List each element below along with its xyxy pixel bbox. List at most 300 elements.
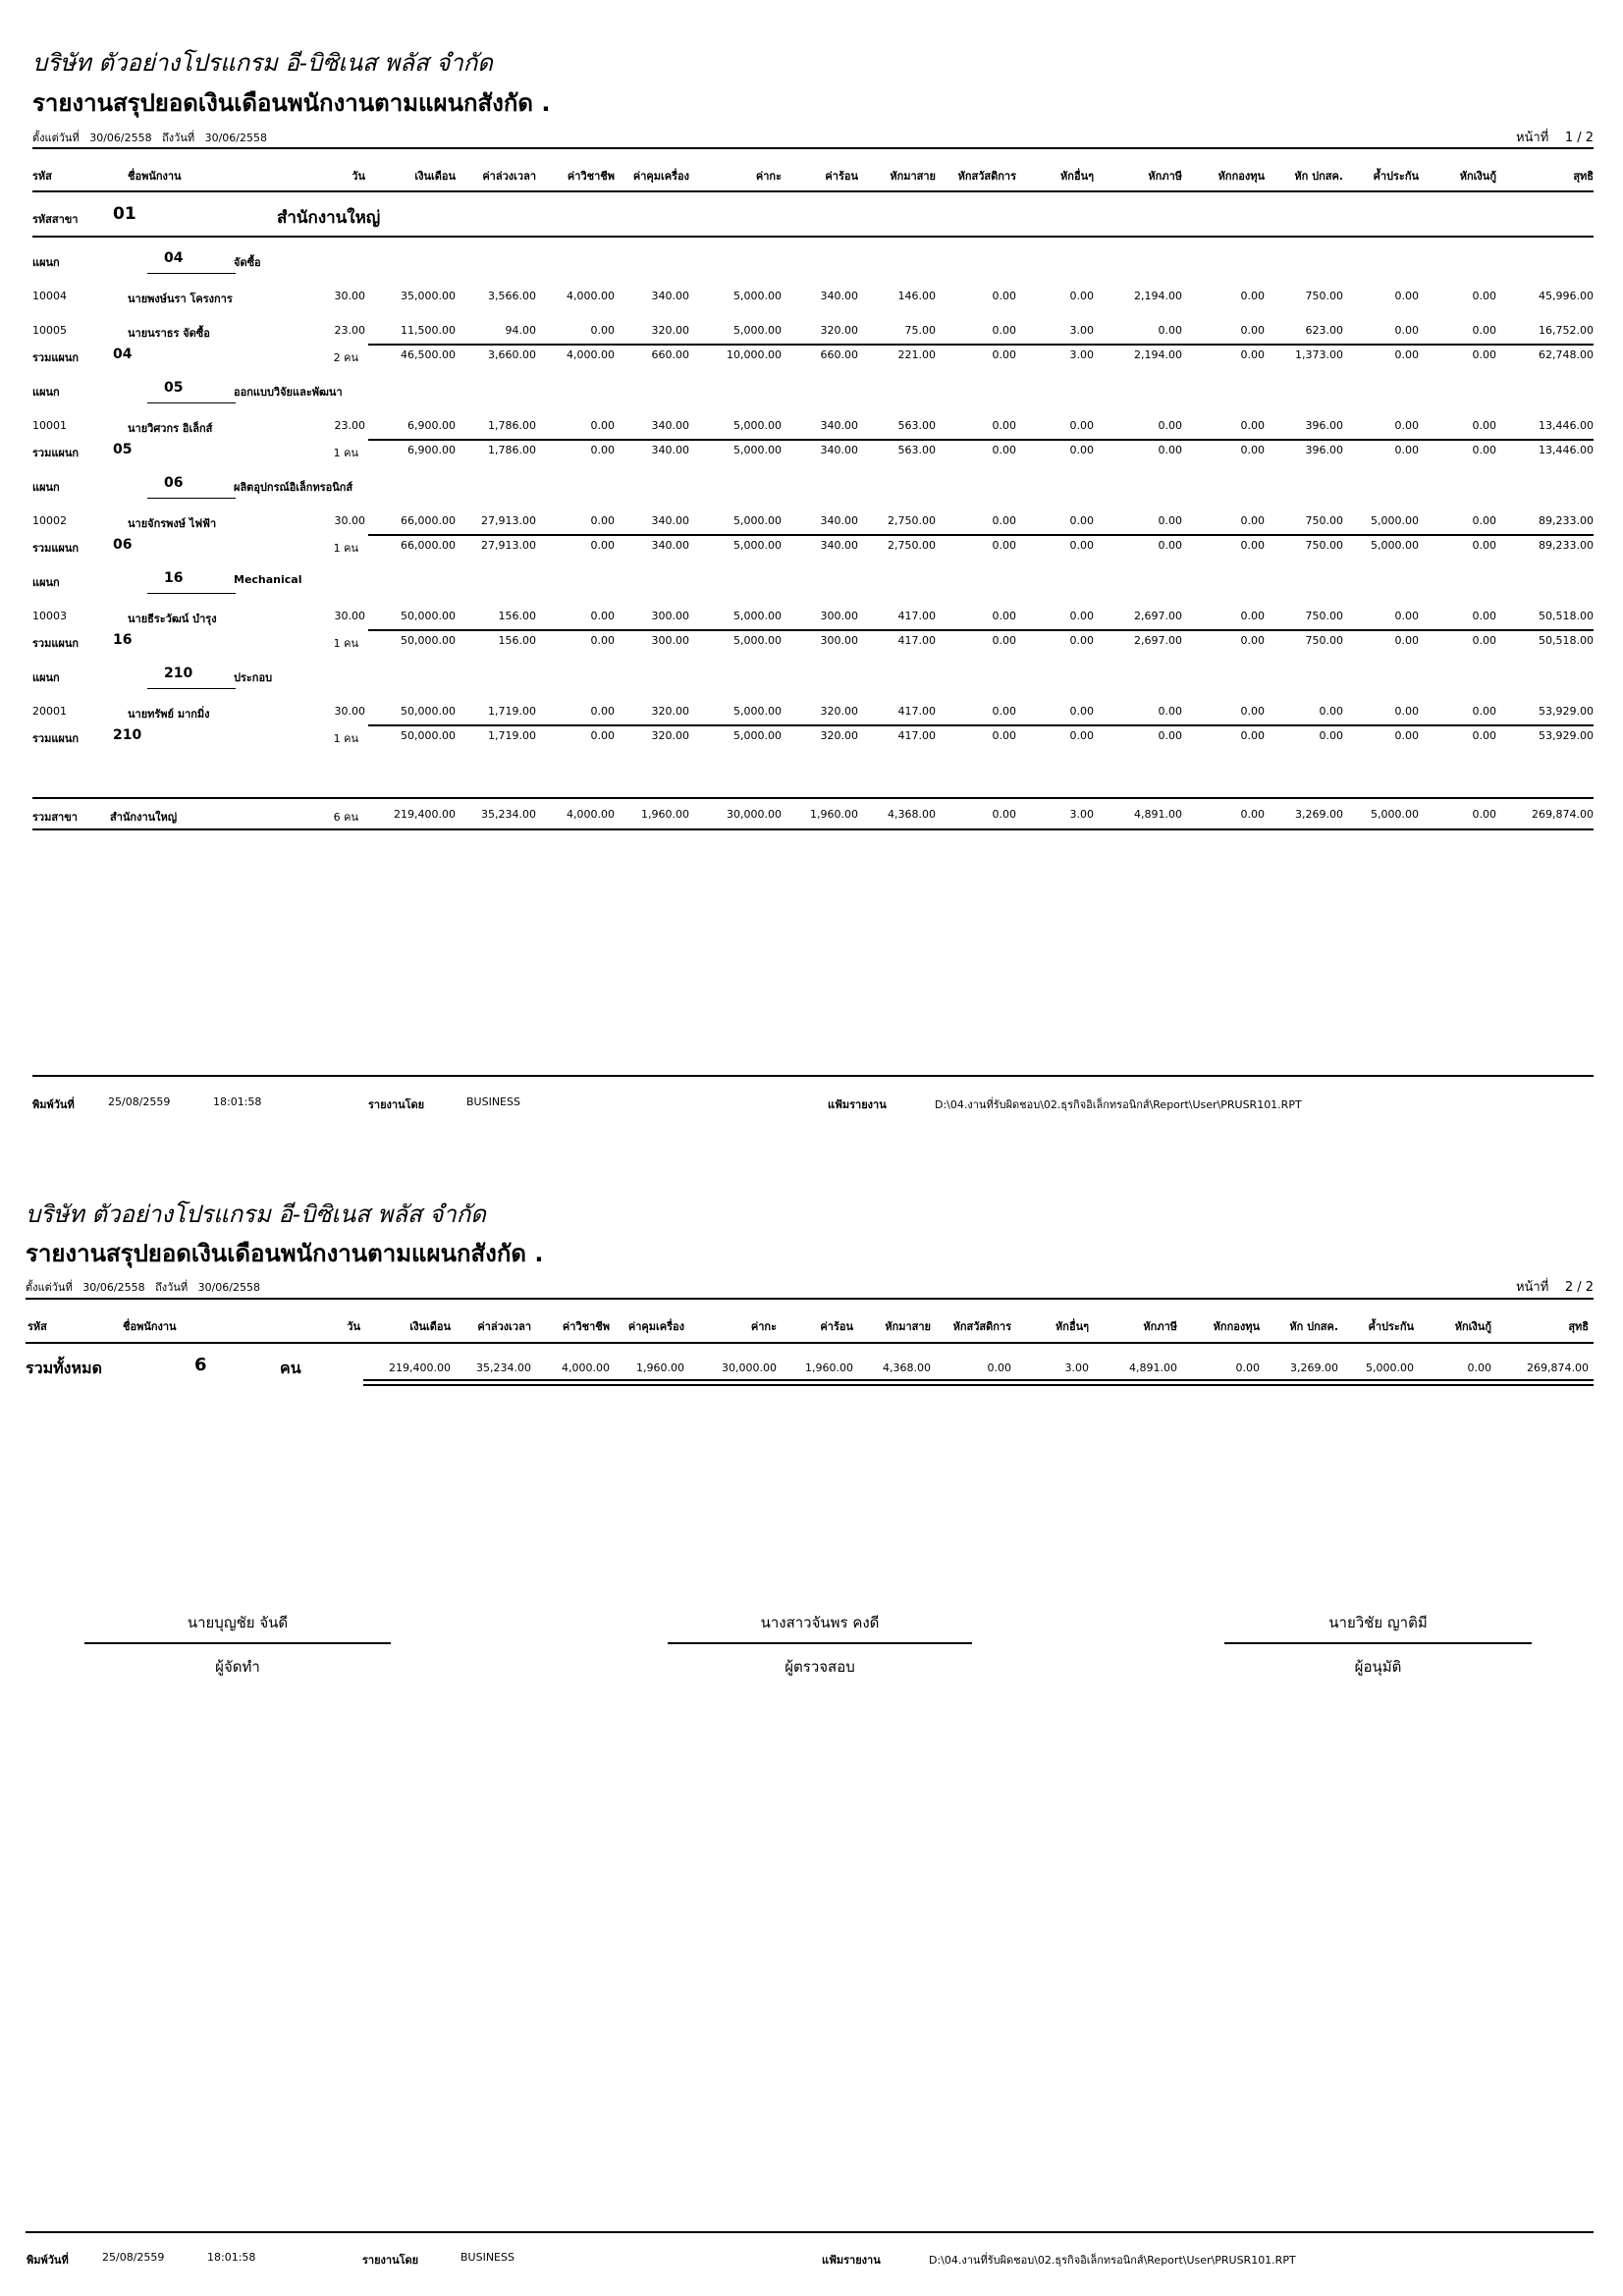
column-header-0: รหัส (27, 1320, 47, 1333)
branch-total-cell-14: 269,874.00 (1532, 808, 1594, 821)
employee-cell-1: 50,000.00 (401, 610, 456, 622)
grand-total-unit: คน (280, 1359, 301, 1377)
dept-total-cell-1: 1,786.00 (488, 444, 536, 456)
column-header-15: ค้ำประกัน (1373, 170, 1419, 183)
dept-total-cell-12: 5,000.00 (1371, 539, 1419, 552)
signature-name: นางสาวจันพร คงดี (760, 1614, 880, 1631)
employee-cell-13: 0.00 (1394, 610, 1419, 622)
grand-total-rule-1 (363, 1379, 1594, 1381)
employee-cell-8: 0.00 (992, 419, 1016, 432)
dept-total-cell-9: 2,697.00 (1134, 634, 1182, 647)
employee-cell-8: 0.00 (992, 514, 1016, 527)
employee-cell-5: 5,000.00 (733, 324, 782, 337)
print-date-label: พิมพ์วันที่ (32, 1098, 75, 1111)
dept-total-label: รวมแผนก (32, 351, 80, 364)
dept-total-cell-3: 340.00 (651, 539, 689, 552)
dept-total-cell-7: 0.00 (992, 444, 1016, 456)
employee-cell-9: 0.00 (1069, 419, 1094, 432)
column-header-17: สุทธิ (1573, 170, 1594, 183)
dept-label: แผนก (32, 386, 60, 399)
employee-cell-15: 50,518.00 (1539, 610, 1594, 622)
dept-total-count: 1 คน (333, 447, 358, 459)
dept-total-cell-9: 0.00 (1158, 444, 1182, 456)
branch-rule (32, 236, 1594, 238)
employee-cell-7: 417.00 (897, 705, 936, 718)
dept-total-cell-8: 0.00 (1069, 539, 1094, 552)
column-header-11: หักอื่นๆ (1060, 170, 1094, 183)
employee-cell-11: 0.00 (1240, 324, 1265, 337)
branch-total-cell-2: 4,000.00 (567, 808, 615, 821)
employee-cell-14: 0.00 (1472, 290, 1496, 302)
employee-cell-1: 35,000.00 (401, 290, 456, 302)
employee-cell-12: 396.00 (1305, 419, 1343, 432)
grand-total-cell-8: 3.00 (1064, 1362, 1089, 1374)
branch-total-cell-8: 3.00 (1069, 808, 1094, 821)
employee-cell-7: 417.00 (897, 610, 936, 622)
employee-cell-0: 30.00 (334, 705, 365, 718)
dept-total-cell-9: 0.00 (1158, 539, 1182, 552)
dept-total-cell-2: 0.00 (590, 634, 615, 647)
grand-total-cell-10: 0.00 (1235, 1362, 1260, 1374)
grand-total-cell-9: 4,891.00 (1129, 1362, 1177, 1374)
employee-cell-4: 320.00 (651, 705, 689, 718)
grand-total-cell-4: 30,000.00 (722, 1362, 777, 1374)
grand-total-label: รวมทั้งหมด (26, 1359, 102, 1377)
dept-code-underline (147, 273, 236, 274)
dept-total-cell-10: 0.00 (1240, 444, 1265, 456)
dept-total-cell-4: 5,000.00 (733, 729, 782, 742)
dept-total-count: 1 คน (333, 637, 358, 650)
date-to: 30/06/2558 (204, 132, 267, 144)
dept-total-label: รวมแผนก (32, 542, 80, 555)
dept-total-cell-1: 27,913.00 (481, 539, 536, 552)
footer-rule-p2 (26, 2231, 1594, 2233)
grand-total-cell-14: 269,874.00 (1527, 1362, 1589, 1374)
header-top-rule-p2 (26, 1298, 1594, 1300)
column-header-2: วัน (347, 1320, 360, 1333)
dept-total-cell-14: 50,518.00 (1539, 634, 1594, 647)
column-header-16: หักเงินกู้ (1454, 1320, 1491, 1333)
column-header-12: หักภาษี (1143, 1320, 1177, 1333)
employee-id: 10003 (32, 610, 67, 622)
print-date-label: พิมพ์วันที่ (27, 2254, 69, 2267)
column-header-7: ค่ากะ (755, 170, 782, 183)
dept-total-cell-11: 1,373.00 (1295, 348, 1343, 361)
employee-cell-5: 5,000.00 (733, 610, 782, 622)
signature-line (1224, 1642, 1532, 1644)
employee-cell-14: 0.00 (1472, 419, 1496, 432)
dept-code: 05 (164, 380, 184, 396)
date-range (32, 129, 267, 146)
column-header-9: หักมาสาย (890, 170, 936, 183)
dept-total-cell-0: 66,000.00 (401, 539, 456, 552)
column-header-2: วัน (352, 170, 365, 183)
employee-cell-9: 0.00 (1069, 290, 1094, 302)
dept-total-cell-4: 5,000.00 (733, 539, 782, 552)
dept-total-count: 1 คน (333, 732, 358, 745)
date-to-label: ถึงวันที่ (162, 132, 195, 144)
branch-total-cell-4: 30,000.00 (727, 808, 782, 821)
employee-cell-8: 0.00 (992, 705, 1016, 718)
report-page-1 (0, 0, 1623, 1129)
page-value: 2 / 2 (1564, 1280, 1594, 1295)
employee-cell-9: 0.00 (1069, 514, 1094, 527)
grand-total-cell-12: 5,000.00 (1366, 1362, 1414, 1374)
dept-total-cell-3: 340.00 (651, 444, 689, 456)
page-number-p2 (1516, 1276, 1594, 1297)
dept-total-cell-13: 0.00 (1472, 539, 1496, 552)
grand-total-cell-0: 219,400.00 (389, 1362, 451, 1374)
employee-cell-8: 0.00 (992, 290, 1016, 302)
print-date: 25/08/2559 (102, 2251, 165, 2264)
branch-total-cell-13: 0.00 (1472, 808, 1496, 821)
employee-id: 10005 (32, 324, 67, 337)
dept-total-code: 05 (113, 442, 133, 457)
dept-total-cell-6: 417.00 (897, 729, 936, 742)
employee-cell-8: 0.00 (992, 610, 1016, 622)
dept-total-cell-10: 0.00 (1240, 539, 1265, 552)
branch-name: สำนักงานใหญ่ (277, 208, 381, 228)
dept-total-cell-5: 660.00 (820, 348, 858, 361)
employee-cell-9: 0.00 (1069, 610, 1094, 622)
dept-total-cell-5: 300.00 (820, 634, 858, 647)
employee-cell-4: 300.00 (651, 610, 689, 622)
dept-total-cell-4: 5,000.00 (733, 444, 782, 456)
branch-total-count: 6 คน (333, 811, 358, 824)
branch-label: รหัสสาขา (32, 213, 79, 226)
employee-cell-1: 11,500.00 (401, 324, 456, 337)
column-header-14: หัก ปกสค. (1294, 170, 1343, 183)
employee-cell-8: 0.00 (992, 324, 1016, 337)
dept-total-cell-8: 0.00 (1069, 444, 1094, 456)
column-header-12: หักภาษี (1148, 170, 1182, 183)
dept-total-cell-4: 10,000.00 (727, 348, 782, 361)
employee-cell-3: 0.00 (590, 705, 615, 718)
dept-total-cell-14: 13,446.00 (1539, 444, 1594, 456)
header-top-rule (32, 147, 1594, 149)
date-to-label: ถึงวันที่ (155, 1281, 189, 1294)
grand-total-cell-6: 4,368.00 (883, 1362, 931, 1374)
employee-cell-3: 0.00 (590, 610, 615, 622)
employee-cell-11: 0.00 (1240, 419, 1265, 432)
dept-total-cell-12: 0.00 (1394, 634, 1419, 647)
employee-cell-6: 340.00 (820, 290, 858, 302)
employee-cell-10: 2,697.00 (1134, 610, 1182, 622)
page-label: หน้าที่ (1515, 1280, 1549, 1295)
employee-name: นายจักรพงษ์ ไฟฟ้า (128, 517, 217, 530)
employee-cell-4: 320.00 (651, 324, 689, 337)
dept-total-cell-2: 0.00 (590, 729, 615, 742)
report-title: รายงานสรุปยอดเงินเดือนพนักงานตามแผนกสังกัด . (32, 89, 551, 117)
dept-total-cell-8: 0.00 (1069, 634, 1094, 647)
report-file-path: D:\04.งานที่รับผิดชอบ\02.ธุรกิจอิเล็กทรอนิกส์\Report\User\PRUSR101.RPT (935, 1098, 1302, 1111)
dept-name: จัดซื้อ (234, 256, 261, 269)
employee-cell-0: 30.00 (334, 290, 365, 302)
column-header-13: หักกองทุน (1213, 1320, 1260, 1333)
employee-cell-2: 27,913.00 (481, 514, 536, 527)
employee-cell-3: 4,000.00 (567, 290, 615, 302)
page-label: หน้าที่ (1515, 131, 1549, 145)
employee-id: 10004 (32, 290, 67, 302)
dept-total-label: รวมแผนก (32, 732, 80, 745)
dept-total-cell-6: 563.00 (897, 444, 936, 456)
employee-cell-13: 0.00 (1394, 324, 1419, 337)
employee-cell-6: 320.00 (820, 705, 858, 718)
grand-total-cell-7: 0.00 (987, 1362, 1011, 1374)
employee-name: นายวิศวกร อิเล็กส์ (128, 422, 213, 435)
dept-total-cell-3: 300.00 (651, 634, 689, 647)
employee-name: นายพงษ์นรา โครงการ (128, 293, 233, 305)
column-header-13: หักกองทุน (1217, 170, 1265, 183)
employee-cell-13: 5,000.00 (1371, 514, 1419, 527)
branch-code: 01 (113, 204, 136, 224)
employee-cell-7: 2,750.00 (888, 514, 936, 527)
employee-cell-1: 66,000.00 (401, 514, 456, 527)
employee-cell-12: 623.00 (1305, 324, 1343, 337)
dept-total-cell-6: 2,750.00 (888, 539, 936, 552)
employee-cell-4: 340.00 (651, 514, 689, 527)
signature-name: นายบุญชัย จันดี (187, 1614, 289, 1631)
dept-total-code: 06 (113, 537, 133, 553)
employee-cell-5: 5,000.00 (733, 290, 782, 302)
grand-total-cell-13: 0.00 (1467, 1362, 1491, 1374)
grand-total-cell-3: 1,960.00 (636, 1362, 684, 1374)
column-header-6: ค่าคุมเครื่อง (632, 170, 689, 183)
dept-total-cell-2: 0.00 (590, 539, 615, 552)
footer-rule (32, 1075, 1594, 1077)
employee-cell-15: 45,996.00 (1539, 290, 1594, 302)
column-header-1: ชื่อพนักงาน (123, 1320, 177, 1333)
grand-total-cell-11: 3,269.00 (1290, 1362, 1338, 1374)
branch-total-bottom-rule (32, 828, 1594, 830)
employee-cell-0: 23.00 (334, 324, 365, 337)
employee-cell-2: 1,719.00 (488, 705, 536, 718)
dept-code: 210 (164, 666, 193, 681)
employee-cell-0: 30.00 (334, 610, 365, 622)
dept-total-cell-11: 396.00 (1305, 444, 1343, 456)
employee-cell-4: 340.00 (651, 290, 689, 302)
report-file-path: D:\04.งานที่รับผิดชอบ\02.ธุรกิจอิเล็กทรอนิกส์\Report\User\PRUSR101.RPT (929, 2254, 1296, 2267)
employee-cell-6: 320.00 (820, 324, 858, 337)
dept-label: แผนก (32, 671, 60, 684)
dept-total-cell-13: 0.00 (1472, 729, 1496, 742)
column-header-8: ค่าร้อน (825, 170, 858, 183)
date-from-label: ตั้งแต่วันที่ (32, 132, 80, 144)
dept-total-code: 16 (113, 632, 133, 648)
employee-cell-9: 3.00 (1069, 324, 1094, 337)
employee-cell-11: 0.00 (1240, 610, 1265, 622)
dept-total-cell-3: 320.00 (651, 729, 689, 742)
dept-total-code: 210 (113, 727, 142, 743)
column-header-16: หักเงินกู้ (1459, 170, 1496, 183)
dept-total-cell-5: 320.00 (820, 729, 858, 742)
dept-total-cell-9: 2,194.00 (1134, 348, 1182, 361)
dept-total-cell-11: 750.00 (1305, 634, 1343, 647)
employee-cell-0: 23.00 (334, 419, 365, 432)
page-value: 1 / 2 (1564, 131, 1594, 145)
dept-code: 16 (164, 570, 184, 586)
dept-total-cell-0: 50,000.00 (401, 634, 456, 647)
column-header-10: หักสวัสดิการ (952, 1320, 1011, 1333)
page-number (1516, 127, 1594, 147)
employee-cell-15: 16,752.00 (1539, 324, 1594, 337)
dept-total-cell-14: 89,233.00 (1539, 539, 1594, 552)
date-from-label: ตั้งแต่วันที่ (26, 1281, 73, 1294)
employee-cell-0: 30.00 (334, 514, 365, 527)
employee-cell-13: 0.00 (1394, 419, 1419, 432)
employee-cell-9: 0.00 (1069, 705, 1094, 718)
employee-cell-7: 563.00 (897, 419, 936, 432)
dept-total-cell-11: 0.00 (1319, 729, 1343, 742)
signature-role: ผู้อนุมัติ (1354, 1658, 1402, 1676)
report-title-p2: รายงานสรุปยอดเงินเดือนพนักงานตามแผนกสังกัด . (26, 1240, 544, 1267)
branch-total-cell-3: 1,960.00 (641, 808, 689, 821)
company-name-p2: บริษัท ตัวอย่างโปรแกรม อี-บิซิเนส พลัส จำกัด (26, 1201, 486, 1228)
employee-cell-10: 0.00 (1158, 419, 1182, 432)
dept-total-cell-2: 4,000.00 (567, 348, 615, 361)
dept-total-cell-7: 0.00 (992, 539, 1016, 552)
dept-total-cell-0: 6,900.00 (407, 444, 456, 456)
column-header-5: ค่าวิชาชีพ (562, 1320, 610, 1333)
employee-cell-15: 13,446.00 (1539, 419, 1594, 432)
branch-total-cell-5: 1,960.00 (810, 808, 858, 821)
dept-total-cell-13: 0.00 (1472, 348, 1496, 361)
dept-label: แผนก (32, 481, 60, 494)
employee-cell-12: 750.00 (1305, 514, 1343, 527)
report-by: BUSINESS (460, 2251, 514, 2264)
employee-cell-14: 0.00 (1472, 324, 1496, 337)
employee-cell-4: 340.00 (651, 419, 689, 432)
dept-code-underline (147, 593, 236, 594)
dept-total-rule (368, 629, 1594, 631)
report-by-label: รายงานโดย (368, 1098, 425, 1111)
employee-cell-14: 0.00 (1472, 514, 1496, 527)
report-by-label: รายงานโดย (362, 2254, 419, 2267)
column-header-0: รหัส (32, 170, 52, 183)
employee-name: นายนราธร จัดซื้อ (128, 327, 210, 340)
employee-cell-15: 53,929.00 (1539, 705, 1594, 718)
dept-total-cell-2: 0.00 (590, 444, 615, 456)
dept-total-cell-0: 50,000.00 (401, 729, 456, 742)
branch-total-cell-1: 35,234.00 (481, 808, 536, 821)
date-from: 30/06/2558 (82, 1281, 145, 1294)
dept-total-cell-1: 3,660.00 (488, 348, 536, 361)
header-bottom-rule (32, 190, 1594, 192)
dept-total-label: รวมแผนก (32, 637, 80, 650)
dept-label: แผนก (32, 576, 60, 589)
dept-total-cell-12: 0.00 (1394, 348, 1419, 361)
print-date: 25/08/2559 (108, 1095, 171, 1108)
employee-cell-13: 0.00 (1394, 705, 1419, 718)
dept-code: 06 (164, 475, 184, 491)
employee-cell-6: 340.00 (820, 419, 858, 432)
employee-cell-10: 0.00 (1158, 514, 1182, 527)
dept-total-code: 04 (113, 347, 133, 362)
dept-total-rule (368, 724, 1594, 726)
branch-total-cell-11: 3,269.00 (1295, 808, 1343, 821)
signature-role: ผู้จัดทำ (215, 1658, 260, 1676)
employee-cell-14: 0.00 (1472, 705, 1496, 718)
branch-total-cell-12: 5,000.00 (1371, 808, 1419, 821)
dept-total-cell-14: 53,929.00 (1539, 729, 1594, 742)
dept-total-label: รวมแผนก (32, 447, 80, 459)
employee-cell-10: 0.00 (1158, 705, 1182, 718)
employee-cell-2: 3,566.00 (488, 290, 536, 302)
grand-total-count: 6 (194, 1355, 207, 1375)
employee-cell-5: 5,000.00 (733, 514, 782, 527)
column-header-14: หัก ปกสค. (1289, 1320, 1338, 1333)
employee-cell-7: 75.00 (904, 324, 936, 337)
employee-cell-15: 89,233.00 (1539, 514, 1594, 527)
dept-total-cell-6: 417.00 (897, 634, 936, 647)
employee-name: นายธีระวัฒน์ บำรุง (128, 613, 217, 625)
dept-total-cell-1: 156.00 (498, 634, 536, 647)
column-header-1: ชื่อพนักงาน (128, 170, 182, 183)
employee-cell-13: 0.00 (1394, 290, 1419, 302)
column-header-9: หักมาสาย (885, 1320, 931, 1333)
dept-total-cell-8: 3.00 (1069, 348, 1094, 361)
employee-cell-12: 750.00 (1305, 610, 1343, 622)
dept-code-underline (147, 498, 236, 499)
dept-name: ประกอบ (234, 671, 273, 684)
employee-cell-7: 146.00 (897, 290, 936, 302)
branch-total-top-rule (32, 797, 1594, 799)
print-time: 18:01:58 (213, 1095, 262, 1108)
dept-name: ผลิตอุปกรณ์อิเล็กทรอนิกส์ (234, 481, 353, 494)
dept-total-cell-12: 0.00 (1394, 444, 1419, 456)
dept-name: Mechanical (234, 573, 302, 586)
branch-total-name: สำนักงานใหญ่ (110, 811, 178, 824)
employee-cell-1: 50,000.00 (401, 705, 456, 718)
signature-line (84, 1642, 391, 1644)
column-header-7: ค่ากะ (750, 1320, 777, 1333)
branch-total-cell-9: 4,891.00 (1134, 808, 1182, 821)
employee-cell-6: 300.00 (820, 610, 858, 622)
dept-total-cell-8: 0.00 (1069, 729, 1094, 742)
employee-cell-2: 156.00 (498, 610, 536, 622)
employee-name: นายทรัพย์ มากมิ่ง (128, 708, 210, 721)
signature-role: ผู้ตรวจสอบ (784, 1658, 855, 1676)
dept-total-cell-3: 660.00 (651, 348, 689, 361)
column-header-4: ค่าล่วงเวลา (477, 1320, 531, 1333)
employee-cell-5: 5,000.00 (733, 419, 782, 432)
dept-total-cell-10: 0.00 (1240, 729, 1265, 742)
dept-total-cell-13: 0.00 (1472, 634, 1496, 647)
employee-cell-14: 0.00 (1472, 610, 1496, 622)
dept-code-underline (147, 688, 236, 689)
employee-cell-3: 0.00 (590, 419, 615, 432)
dept-total-count: 2 คน (333, 351, 358, 364)
employee-cell-6: 340.00 (820, 514, 858, 527)
employee-id: 10001 (32, 419, 67, 432)
dept-total-cell-0: 46,500.00 (401, 348, 456, 361)
column-header-5: ค่าวิชาชีพ (567, 170, 615, 183)
employee-cell-10: 2,194.00 (1134, 290, 1182, 302)
report-file-label: แฟ้มรายงาน (822, 2254, 881, 2267)
dept-code-underline (147, 402, 236, 403)
branch-total-cell-7: 0.00 (992, 808, 1016, 821)
column-header-17: สุทธิ (1568, 1320, 1589, 1333)
dept-name: ออกแบบวิจัยและพัฒนา (234, 386, 343, 399)
dept-total-rule (368, 534, 1594, 536)
grand-total-cell-1: 35,234.00 (476, 1362, 531, 1374)
report-file-label: แฟ้มรายงาน (828, 1098, 887, 1111)
dept-total-cell-14: 62,748.00 (1539, 348, 1594, 361)
column-header-4: ค่าล่วงเวลา (482, 170, 536, 183)
dept-total-cell-13: 0.00 (1472, 444, 1496, 456)
employee-cell-5: 5,000.00 (733, 705, 782, 718)
print-time: 18:01:58 (207, 2251, 256, 2264)
